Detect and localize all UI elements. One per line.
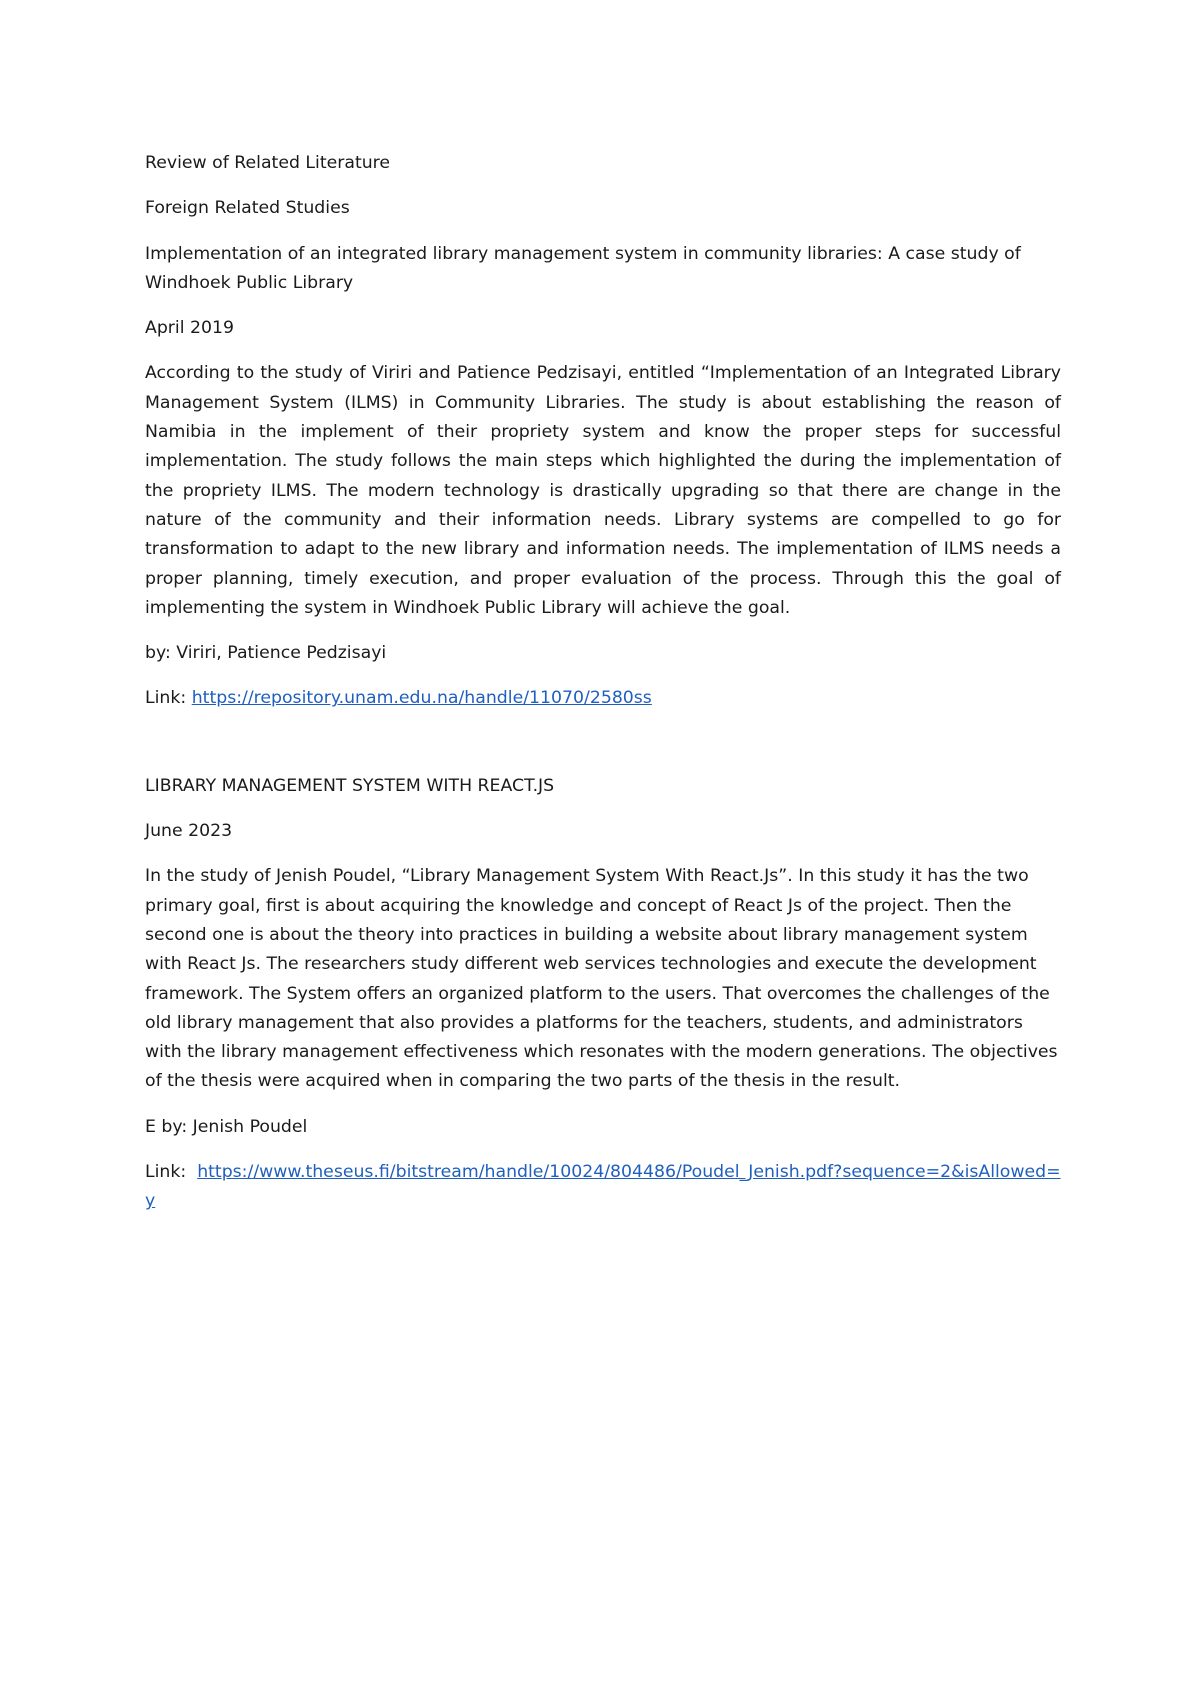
study2-date: June 2023 xyxy=(145,821,233,842)
document-body xyxy=(145,149,1061,1233)
section-spacer xyxy=(145,730,1061,772)
study1-link-line xyxy=(145,684,1061,713)
study2-title: LIBRARY MANAGEMENT SYSTEM WITH REACT.JS xyxy=(145,775,555,796)
study2-link-label: Link: xyxy=(145,1162,198,1183)
study2-summary: In the study of Jenish Poudel, “Library Management System With React.Js”. In this study it has the two primary goal, first is about acquiring the knowledge and concept of React Js of the project. Then the second one is about the theory into practices in building a website about library management system with React Js. The researchers study different web services technologies and execute the development framework. The System offers an organized platform to the users. That overcomes the challenges of the old library management that also provides a platforms for the teachers, students, and administrators with the library management effectiveness which resonates with the modern generations. The objectives of the thesis were acquired when in comparing the two parts of the thesis in the result. xyxy=(145,866,1058,1092)
study1-byline: by: Viriri, Patience Pedzisayi xyxy=(145,643,387,664)
section-heading: Review of Related Literature xyxy=(145,153,391,173)
study2-byline: E by: Jenish Poudel xyxy=(145,1116,308,1137)
study1-link-label: Link: xyxy=(145,688,192,709)
study2-link-line xyxy=(145,1158,1061,1217)
study1-date: April 2019 xyxy=(145,318,234,339)
study1-summary: According to the study of Viriri and Patience Pedzisayi, entitled “Implementation of an Integrated Library Management System (ILMS) in Community Libraries. The study is about establishing the reason of Namibia in the implement of their propriety system and know the proper steps for successful implementation. The study follows the main steps which highlighted the during the implementation of the propriety ILMS. The modern technology is drastically upgrading so that there are change in the nature of the community and their information needs. Library systems are compelled to go for transformation to adapt to the new library and information needs. The implementation of ILMS needs a proper planning, timely execution, and proper evaluation of the process. Through this the goal of implementing the system in Windhoek Public Library will achieve the goal. xyxy=(145,363,1061,618)
study1-title: Implementation of an integrated library management system in community libraries: A case study of Windhoek Public Library xyxy=(145,243,1021,293)
study1-link[interactable]: https://repository.unam.edu.na/handle/11070/2580ss xyxy=(191,688,652,709)
study2-link[interactable]: https://www.theseus.fi/bitstream/handle/10024/804486/Poudel_Jenish.pdf?sequence=2&isAllowed=y xyxy=(145,1162,1061,1212)
section-subheading: Foreign Related Studies xyxy=(145,198,350,219)
